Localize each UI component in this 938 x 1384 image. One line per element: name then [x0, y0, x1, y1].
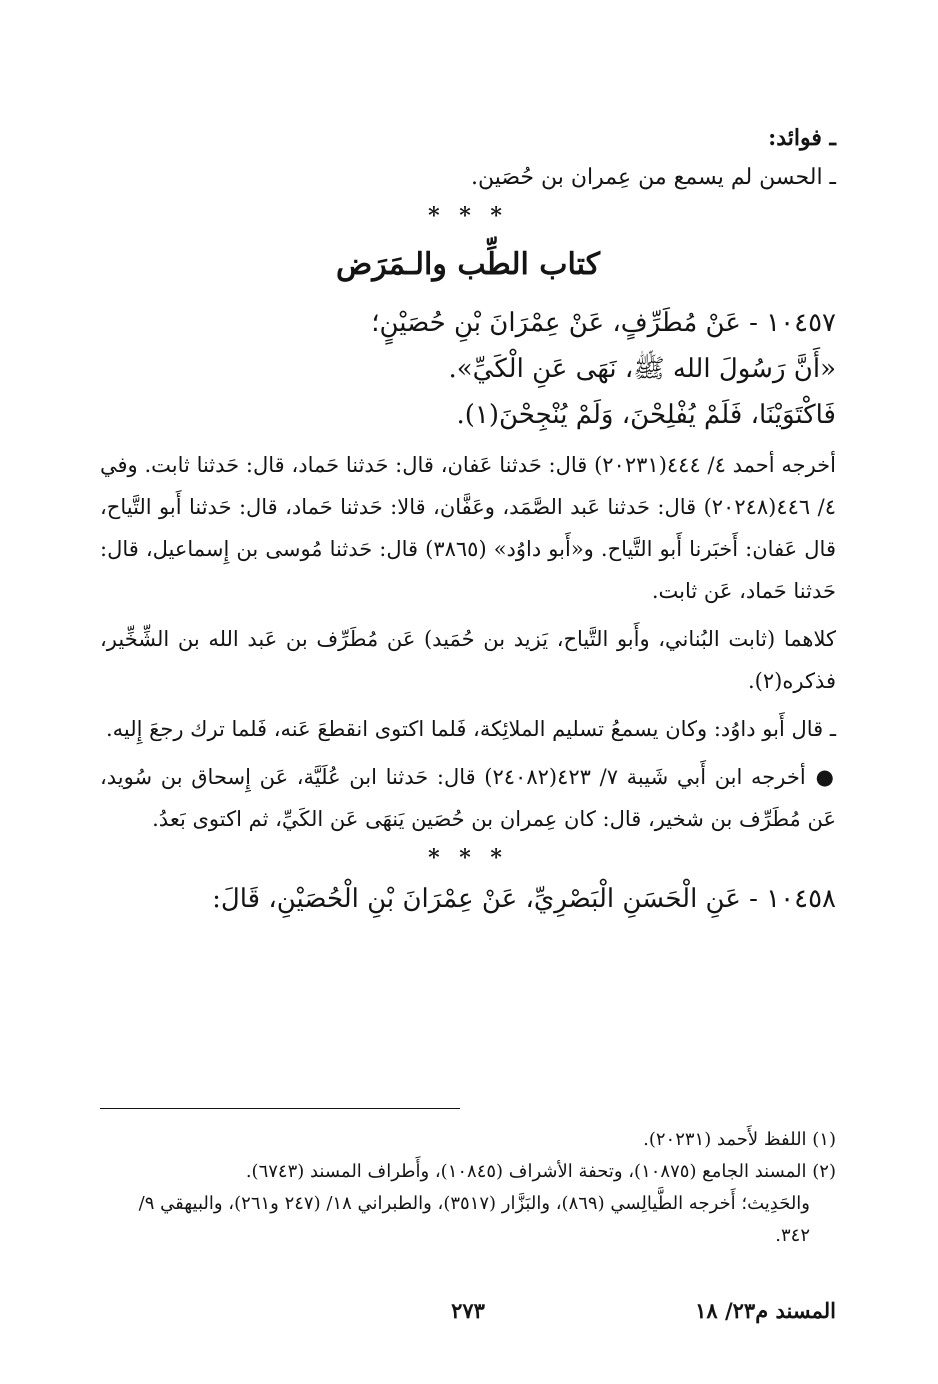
hadith-10457-line-2: «أَنَّ رَسُولَ الله ﷺ، نَهَى عَنِ الْكَيِّ».: [448, 354, 836, 384]
book-label: المسند م٢٣/ ١٨: [695, 1298, 836, 1323]
bullet-icon: ●: [815, 765, 836, 789]
footnote-1: (١) اللفظ لأَحمد (٢٠٢٣١).: [643, 1129, 836, 1150]
footnote-2: (٢) المسند الجامع (١٠٨٧٥)، وتحفة الأشراف (١٠٨٤٥)، وأَطراف المسند (٦٧٤٣).: [245, 1161, 836, 1182]
page-footer: [100, 1298, 836, 1338]
chapter-title: كتاب الطِّب والـمَرَض: [335, 247, 601, 282]
takhrij-paragraph-3: ـ قال أَبو داوُد: وكان يسمعُ تسليم الملائِكة، فَلما اكتوى انقطعَ عَنه، فَلما ترك رجعَ إِليه.: [105, 717, 836, 741]
takhrij-paragraph-2: كلاهما (ثابت البُناني، وأَبو التَّياح، يَزيد بن حُمَيد) عَن مُطَرِّف بن عَبد الله بن الشِّخِّير، فذكره(٢).: [100, 627, 836, 693]
footnote-2-continuation: والحَدِيث؛ أَخرجه الطَّيالِسي (٨٦٩)، والبَزَّار (٣٥١٧)، والطبراني ١٨/ (٢٤٧ و٢٦١)، والبيهقي ٩/ ٣٤٢.: [138, 1193, 810, 1246]
footnotes: [100, 1124, 836, 1252]
hadith-10457-line-1: ١٠٤٥٧ - عَنْ مُطَرِّفٍ، عَنْ عِمْرَانَ بْنِ حُصَيْنٍ؛: [371, 308, 836, 338]
fawaid-heading: ـ فوائد:: [768, 125, 836, 151]
fawaid-text: ـ الحسن لم يسمع من عِمران بن حُصَين.: [470, 165, 836, 190]
takhrij-paragraph-4-text: أخرجه ابن أَبي شَيبة ٧/ ٤٢٣(٢٤٠٨٢) قال: حَدثنا ابن عُلَيَّة، عَن إِسحاق بن سُويد، عَن مُطَرِّف بن شخير، قال: كان عِمران بن حُصَين يَنهَى عَن الكَيِّ، ثم اكتوى بَعدُ.: [100, 765, 836, 831]
footnote-divider: [100, 1108, 460, 1109]
page-body: [100, 118, 836, 922]
separator-stars: * * *: [428, 203, 508, 229]
hadith-10458-line-1: ١٠٤٥٨ - عَنِ الْحَسَنِ الْبَصْرِيِّ، عَنْ عِمْرَانَ بْنِ الْحُصَيْنِ، قَالَ:: [212, 884, 836, 914]
takhrij-paragraph-1: أخرجه أحمد ٤/ ٤٤٤(٢٠٢٣١) قال: حَدثنا عَفان، قال: حَدثنا حَماد، قال: حَدثنا ثابت. وفي ٤/ ٤٤٦(٢٠٢٤٨) قال: حَدثنا عَبد الصَّمَد، وعَفَّان، قالا: حَدثنا حَماد، قال: حَدثنا أَبو التَّياح، قال عَفان: أَخبَرنا أَبو التَّياح. و«أَبو داوُد» (٣٨٦٥) قال: حَدثنا مُوسى بن إِسماعيل، قال: حَدثنا حَماد، عَن ثابت.: [100, 453, 836, 603]
page-number: ٢٧٣: [451, 1298, 485, 1323]
separator-stars-2: * * *: [428, 845, 508, 871]
takhrij-paragraph-4: [100, 756, 836, 840]
hadith-10457-line-3: فَاكْتَوَيْنَا، فَلَمْ يُفْلِحْنَ، وَلَمْ يُنْجِحْنَ(١).: [456, 400, 836, 430]
